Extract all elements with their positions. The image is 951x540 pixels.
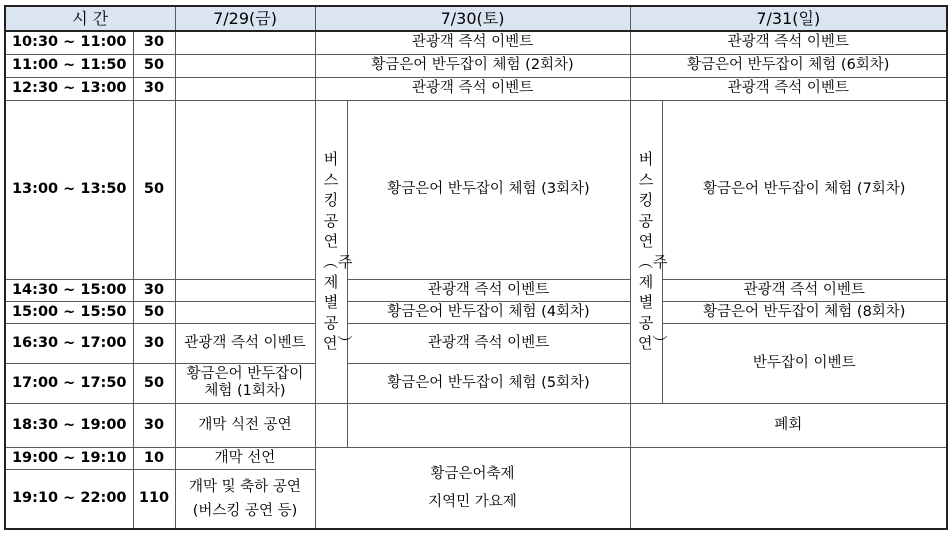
sun-event-cell: 황금은어 반두잡이 체험 (7회차) bbox=[662, 100, 947, 279]
sat-busking-cell bbox=[315, 100, 353, 403]
time-cell: 11:00 ~ 11:50 bbox=[5, 54, 133, 77]
sat-finale-cell bbox=[315, 447, 630, 529]
duration-cell: 30 bbox=[133, 403, 175, 447]
table-row bbox=[5, 279, 947, 301]
table-row bbox=[5, 54, 947, 77]
header-row bbox=[5, 6, 947, 31]
duration-cell: 30 bbox=[133, 77, 175, 100]
time-cell: 17:00 ~ 17:50 bbox=[5, 363, 133, 403]
fri-empty-cell bbox=[175, 54, 315, 77]
sat-busking-label: 버스킹공연︵주제별공연︶ bbox=[323, 150, 353, 353]
time-cell: 18:30 ~ 19:00 bbox=[5, 403, 133, 447]
table-row bbox=[5, 323, 947, 363]
sat-empty-cell bbox=[315, 403, 347, 447]
sat-event-cell: 황금은어 반두잡이 체험 (3회차) bbox=[347, 100, 630, 279]
sun-event-cell: 관광객 즉석 이벤트 bbox=[630, 77, 947, 100]
finale-title: 황금은어축제 bbox=[430, 465, 515, 482]
finale-subtitle: 지역민 가요제 bbox=[428, 493, 517, 510]
duration-cell: 50 bbox=[133, 363, 175, 403]
time-cell: 12:30 ~ 13:00 bbox=[5, 77, 133, 100]
sun-busking-cell bbox=[630, 100, 668, 403]
fri-empty-cell bbox=[175, 279, 315, 301]
fri-event-cell: 개막 선언 bbox=[175, 447, 315, 469]
header-time: 시 간 bbox=[5, 6, 175, 31]
sun-event-cell: 관광객 즉석 이벤트 bbox=[630, 31, 947, 54]
duration-cell: 30 bbox=[133, 31, 175, 54]
sat-event-cell: 황금은어 반두잡이 체험 (2회차) bbox=[315, 54, 630, 77]
time-cell: 16:30 ~ 17:00 bbox=[5, 323, 133, 363]
sat-event-cell: 관광객 즉석 이벤트 bbox=[347, 323, 630, 363]
sun-event-cell: 황금은어 반두잡이 체험 (8회차) bbox=[662, 301, 947, 323]
sat-event-cell: 황금은어 반두잡이 체험 (5회차) bbox=[347, 363, 630, 403]
opening-performance-line2: (버스킹 공연 등) bbox=[192, 502, 298, 519]
time-cell: 19:00 ~ 19:10 bbox=[5, 447, 133, 469]
sat-event-cell: 황금은어 반두잡이 체험 (4회차) bbox=[347, 301, 630, 323]
sun-event-cell: 황금은어 반두잡이 체험 (6회차) bbox=[630, 54, 947, 77]
time-cell: 15:00 ~ 15:50 bbox=[5, 301, 133, 323]
table-row bbox=[5, 403, 947, 447]
fri-empty-cell bbox=[175, 77, 315, 100]
time-cell: 10:30 ~ 11:00 bbox=[5, 31, 133, 54]
time-cell: 19:10 ~ 22:00 bbox=[5, 469, 133, 529]
duration-cell: 50 bbox=[133, 54, 175, 77]
sat-event-cell: 관광객 즉석 이벤트 bbox=[347, 279, 630, 301]
fri-empty-cell bbox=[175, 301, 315, 323]
sun-empty-cell bbox=[630, 447, 947, 529]
sat-event-cell: 관광객 즉석 이벤트 bbox=[315, 77, 630, 100]
sun-event-cell: 반두잡이 이벤트 bbox=[662, 323, 947, 403]
header-date-sun: 7/31(일) bbox=[630, 6, 947, 31]
table-row bbox=[5, 31, 947, 54]
fri-event-cell: 개막 식전 공연 bbox=[175, 403, 315, 447]
header-date-fri: 7/29(금) bbox=[175, 6, 315, 31]
sun-event-cell: 관광객 즉석 이벤트 bbox=[662, 279, 947, 301]
table-row bbox=[5, 447, 947, 469]
duration-cell: 110 bbox=[133, 469, 175, 529]
duration-cell: 30 bbox=[133, 323, 175, 363]
fri-event-cell bbox=[175, 469, 315, 529]
sat-empty-cell bbox=[347, 403, 630, 447]
sun-busking-label: 버스킹공연︵주제별공연︶ bbox=[638, 150, 668, 353]
time-cell: 14:30 ~ 15:00 bbox=[5, 279, 133, 301]
opening-performance-line1: 개막 및 축하 공연 bbox=[189, 478, 301, 495]
table-row bbox=[5, 301, 947, 323]
table-row bbox=[5, 77, 947, 100]
sun-closing-cell: 폐회 bbox=[630, 403, 947, 447]
fri-empty-cell bbox=[175, 31, 315, 54]
duration-cell: 50 bbox=[133, 301, 175, 323]
fri-event-cell: 황금은어 반두잡이 체험 (1회차) bbox=[175, 363, 315, 403]
header-date-sat: 7/30(토) bbox=[315, 6, 630, 31]
fri-empty-cell bbox=[175, 100, 315, 279]
schedule-table bbox=[4, 5, 948, 530]
table-row bbox=[5, 100, 947, 279]
sat-event-cell: 관광객 즉석 이벤트 bbox=[315, 31, 630, 54]
duration-cell: 10 bbox=[133, 447, 175, 469]
duration-cell: 50 bbox=[133, 100, 175, 279]
duration-cell: 30 bbox=[133, 279, 175, 301]
fri-event-cell: 관광객 즉석 이벤트 bbox=[175, 323, 315, 363]
time-cell: 13:00 ~ 13:50 bbox=[5, 100, 133, 279]
